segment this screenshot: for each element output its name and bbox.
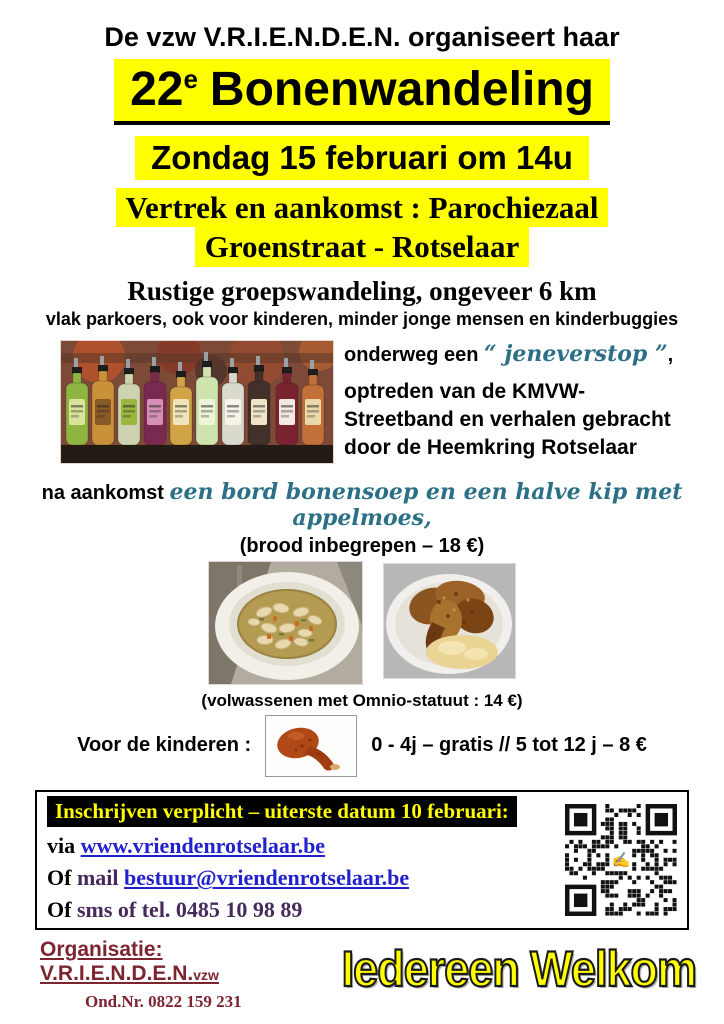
omnio-price-line: (volwassenen met Omnio-statuut : 14 €) xyxy=(201,690,523,710)
writing-hand-icon: ✍ xyxy=(611,851,631,869)
footer xyxy=(40,938,696,1012)
registration-text xyxy=(47,796,517,923)
event-datetime-row xyxy=(0,136,724,180)
title-name: Bonenwandeling xyxy=(209,63,594,116)
title-ordinal: e xyxy=(183,64,198,94)
walk-subline: vlak parkoers, ook voor kinderen, minder jonge mensen en kinderbuggies xyxy=(45,308,679,329)
event-datetime: Zondag 15 februari om 14u xyxy=(135,136,589,180)
program-line-2: Streetband en verhalen gebracht xyxy=(344,407,671,431)
jenever-bottles-photo xyxy=(60,340,334,464)
program-line-3: door de Heemkring Rotselaar xyxy=(344,436,637,460)
food-photos xyxy=(0,561,724,685)
chicken-applesauce-photo xyxy=(383,563,516,679)
route-section xyxy=(60,340,724,464)
sms-text: sms of tel. 0485 10 98 89 xyxy=(76,897,303,923)
via-prefix: via xyxy=(47,833,76,859)
mail-prefix: Of xyxy=(47,865,72,891)
registration-title-row xyxy=(47,796,517,827)
sms-prefix: Of xyxy=(47,897,72,923)
email-line xyxy=(47,865,517,891)
stop-suffix: , xyxy=(667,343,674,366)
email-link[interactable]: bestuur@vriendenrotselaar.be xyxy=(124,865,410,891)
event-location xyxy=(0,188,724,267)
location-line2: Groenstraat - Rotselaar xyxy=(195,227,530,267)
website-line xyxy=(47,833,517,859)
meal-line xyxy=(0,479,724,531)
organisation-block xyxy=(40,938,342,1012)
organisation-label: Organisatie: xyxy=(40,937,163,961)
meal-script: een bord bonensoep en een halve kip met appelmoes, xyxy=(169,478,683,531)
website-link[interactable]: www.vriendenrotselaar.be xyxy=(80,833,326,859)
stop-prefix: onderweg een xyxy=(344,343,479,366)
qr-code xyxy=(565,804,677,916)
kids-label: Voor de kinderen : xyxy=(77,734,252,757)
event-title-highlight xyxy=(114,59,610,125)
jeneverstop-line xyxy=(344,340,673,369)
welcome-banner: Iedereen Welkom xyxy=(341,939,696,998)
event-title xyxy=(0,59,724,125)
chicken-leg-photo xyxy=(266,716,356,776)
chicken-leg-photo-frame xyxy=(265,715,357,777)
registration-title: Inschrijven verplicht – uiterste datum 10 februari: xyxy=(47,796,517,827)
bean-soup-photo xyxy=(208,561,363,685)
bread-price-line: (brood inbegrepen – 18 €) xyxy=(239,534,485,557)
organisation-suffix: vzw xyxy=(193,966,219,983)
intro-line: De vzw V.R.I.E.N.D.E.N. organiseert haar xyxy=(104,22,620,52)
organisation-name: V.R.I.E.N.D.E.N. xyxy=(40,961,194,985)
location-line1: Vertrek en aankomst : Parochiezaal xyxy=(116,188,609,228)
sms-line xyxy=(47,897,517,923)
walk-headline: Rustige groepswandeling, ongeveer 6 km xyxy=(127,275,597,306)
route-text xyxy=(344,340,673,463)
program-lines xyxy=(344,378,673,463)
mail-word: mail xyxy=(76,865,119,891)
organisation-line xyxy=(40,938,342,986)
registration-box xyxy=(35,790,689,930)
program-line-1: optreden van de KMVW- xyxy=(344,379,586,403)
kids-pricing: 0 - 4j – gratis // 5 tot 12 j – 8 € xyxy=(371,734,647,757)
meal-prefix: na aankomst xyxy=(41,481,164,504)
kids-section xyxy=(0,715,724,777)
jeneverstop-script: “ jeneverstop ” xyxy=(484,340,668,367)
enterprise-number: Ond.Nr. 0822 159 231 xyxy=(85,991,242,1011)
title-number: 22 xyxy=(130,63,184,116)
